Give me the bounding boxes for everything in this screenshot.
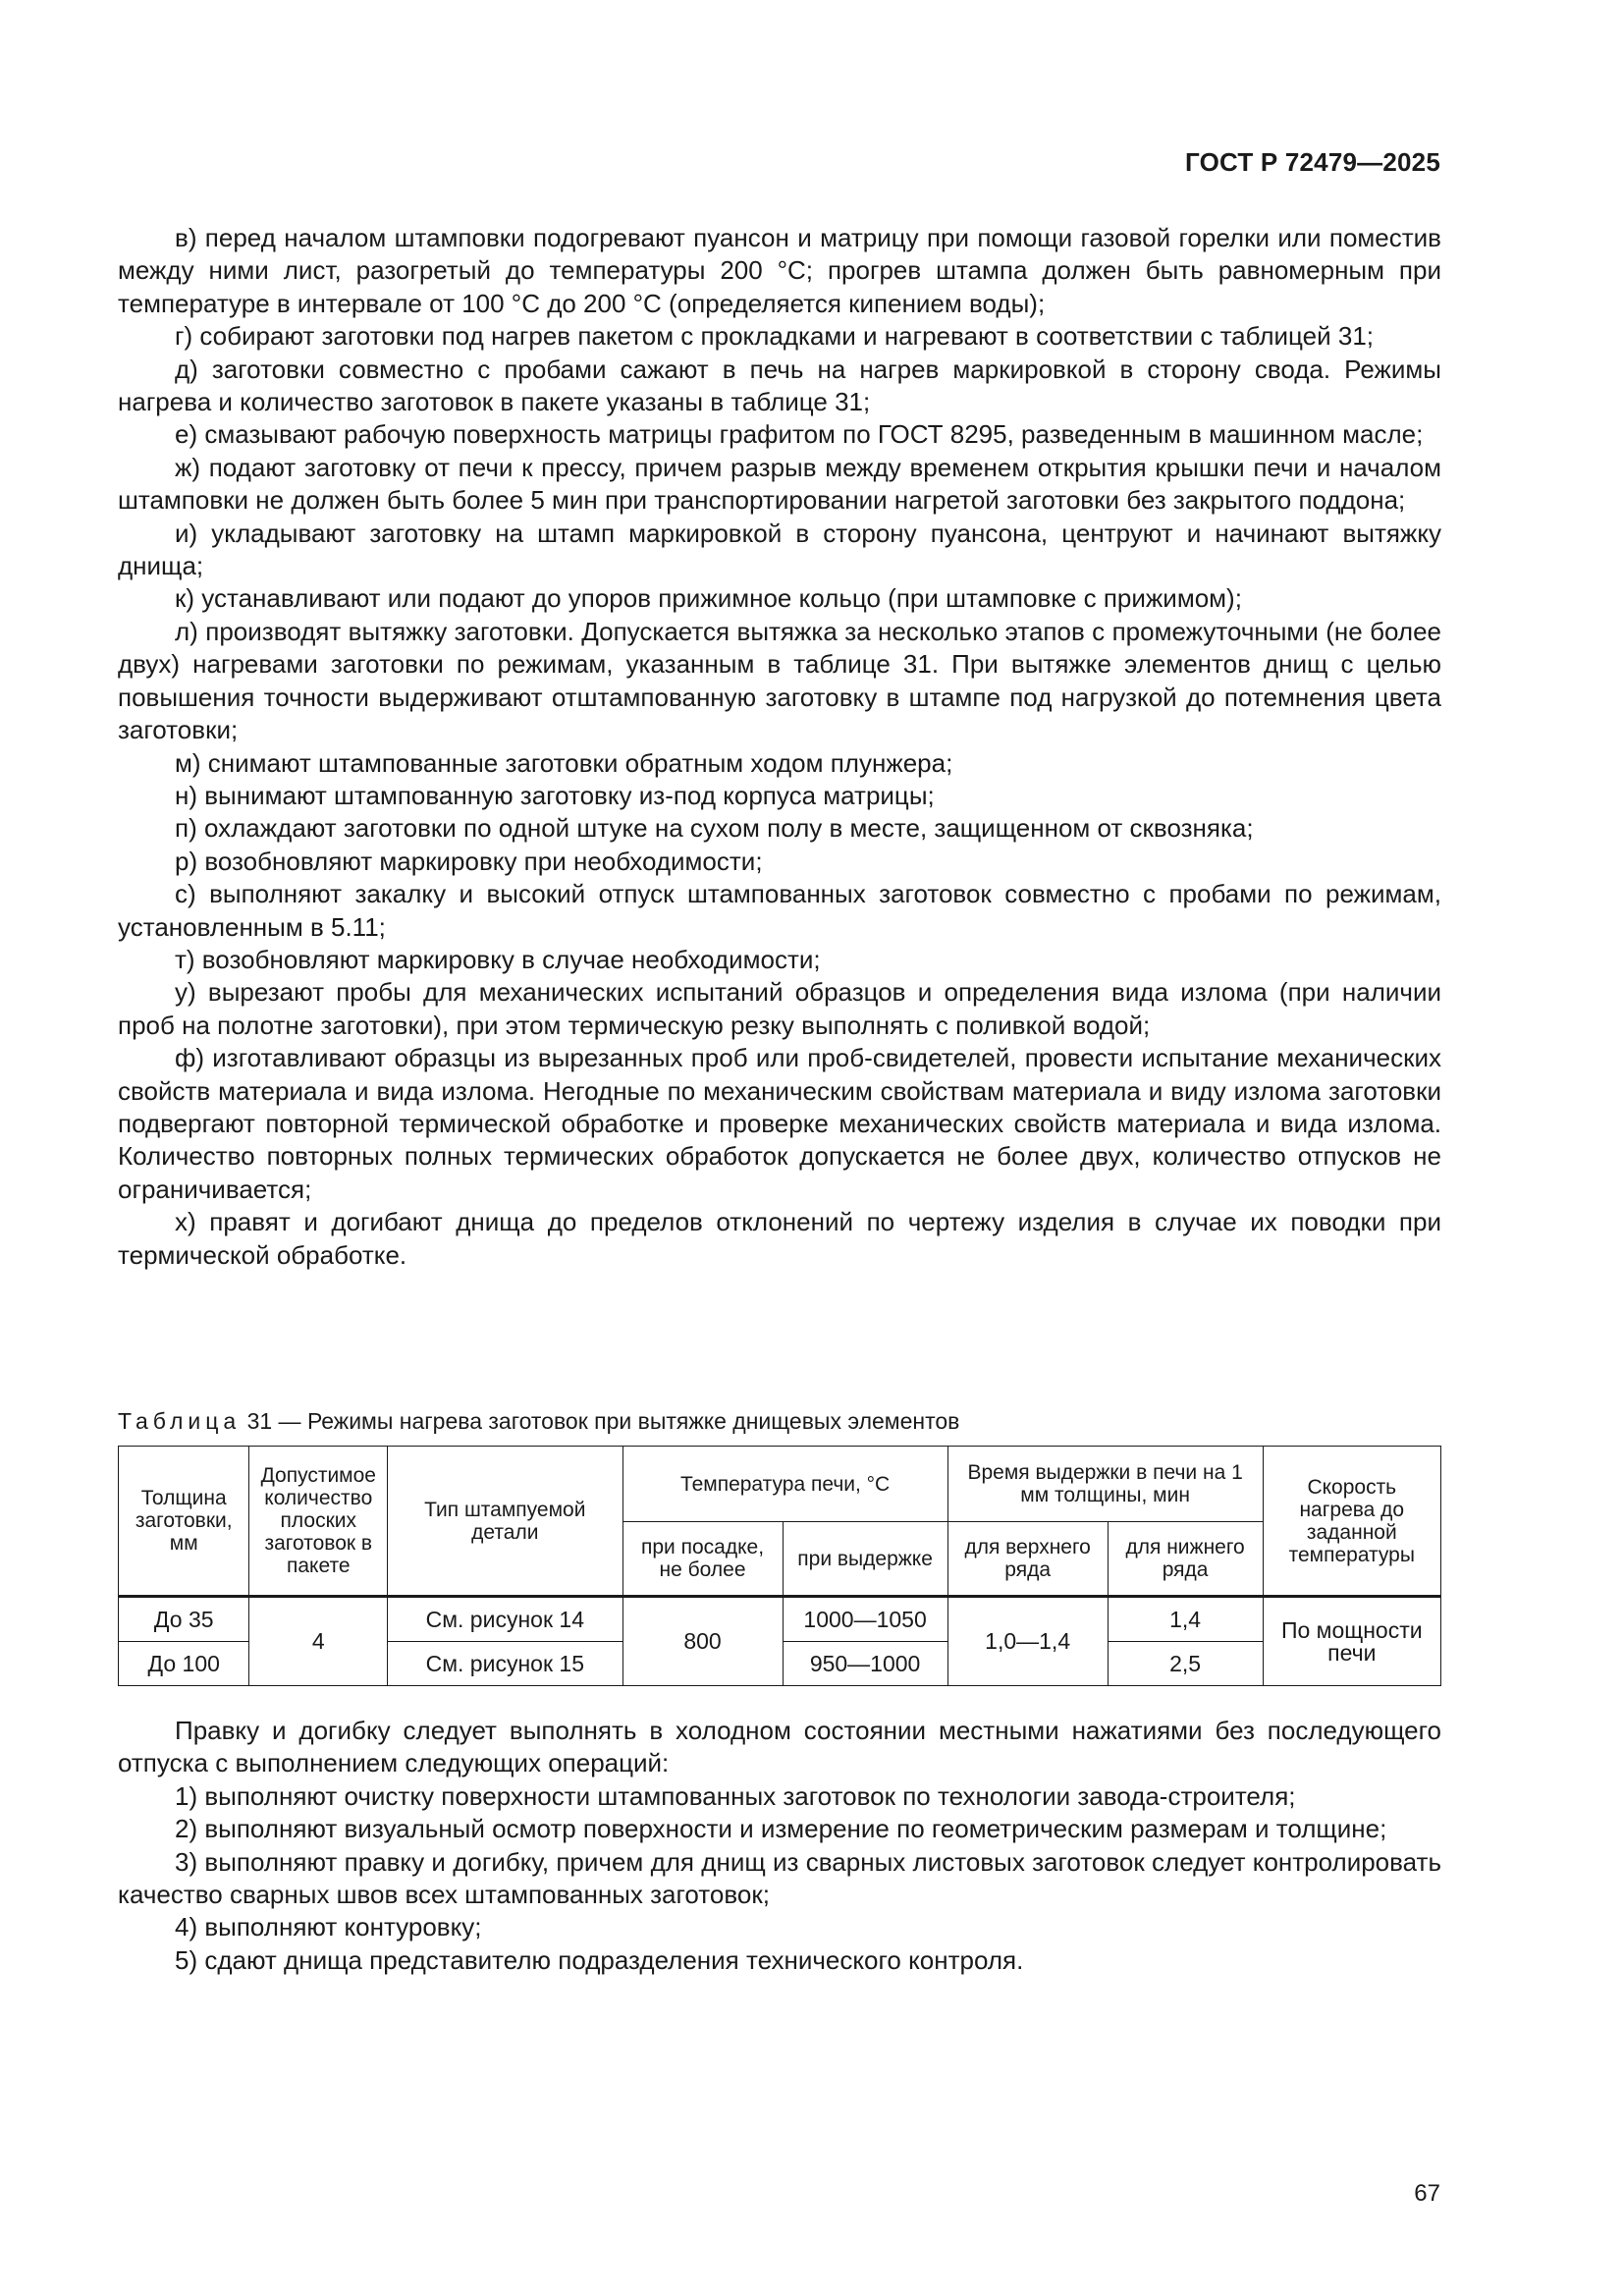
- cell-part-type: См. рисунок 14: [388, 1597, 622, 1642]
- list-item: 3) выполняют правку и догибку, причем для днищ из сварных листовых заготовок следует контролировать качество сварных швов всех штампованных заготовок;: [118, 1846, 1441, 1910]
- list-item: ж) подают заготовку от печи к прессу, причем разрыв между временем открытия крышки печи и началом штамповки не должен быть более 5 мин при транспортировании нагретой заготовки без закрытого поддона;: [118, 452, 1441, 516]
- table-caption: [118, 1406, 959, 1436]
- list-item: х) правят и догибают днища до пределов отклонений по чертежу изделия в случае их поводки при термической обработке.: [118, 1207, 1441, 1270]
- cell-upper-row: 1,0—1,4: [947, 1597, 1108, 1686]
- cell-holding-temp: 1000—1050: [783, 1597, 947, 1642]
- header-furnace-temp: Температура печи, °С: [622, 1447, 947, 1522]
- procedure-list: [118, 222, 1441, 1272]
- cell-count: 4: [249, 1597, 388, 1686]
- cell-loading-temp: 800: [622, 1597, 783, 1686]
- header-upper-row: для верхнего ряда: [947, 1522, 1108, 1597]
- list-item: у) вырезают пробы для механических испытаний образцов и определения вида излома (при наличии проб на полотне заготовки), при этом термическую резку выполнять с поливкой водой;: [118, 977, 1441, 1040]
- list-item: 5) сдают днища представителю подразделения технического контроля.: [175, 1944, 1024, 1975]
- list-item: д) заготовки совместно с пробами сажают в печь на нагрев маркировкой в сторону свода. Режимы нагрева и количество заготовок в пакете указаны в таблице 31;: [118, 354, 1441, 417]
- table-row: [119, 1597, 1441, 1642]
- list-item: 1) выполняют очистку поверхности штампованных заготовок по технологии завода-строителя;: [175, 1780, 1296, 1811]
- cell-holding-temp: 950—1000: [783, 1642, 947, 1686]
- list-item: е) смазывают рабочую поверхность матрицы графитом по ГОСТ 8295, разведенным в машинном масле;: [175, 419, 1424, 450]
- header-heating-rate: Скорость нагрева до заданной температуры: [1263, 1447, 1440, 1597]
- heating-modes-table: [118, 1446, 1441, 1686]
- header-lower-row: для нижнего ряда: [1108, 1522, 1263, 1597]
- list-item: 2) выполняют визуальный осмотр поверхности и измерение по геометрическим размерам и толщине;: [175, 1814, 1387, 1844]
- table-caption-word: Таблица: [118, 1408, 242, 1434]
- list-item: к) устанавливают или подают до упоров прижимное кольцо (при штамповке с прижимом);: [175, 583, 1242, 614]
- list-item: и) укладывают заготовку на штамп маркировкой в сторону пуансона, центруют и начинают вытяжку днища;: [118, 518, 1441, 581]
- list-item: п) охлаждают заготовки по одной штуке на сухом полу в месте, защищенном от сквозняка;: [175, 813, 1254, 844]
- list-item: н) вынимают штампованную заготовку из-под корпуса матрицы;: [175, 780, 935, 810]
- list-item: м) снимают штампованные заготовки обратным ходом плунжера;: [175, 747, 953, 778]
- list-item: в) перед началом штамповки подогревают пуансон и матрицу при помощи газовой горелки или поместив между ними лист, разогретый до температуры 200 °С; прогрев штампа должен быть равномерным при температуре в интервале от 100 °С до 200 °С (определяется кипением воды);: [118, 223, 1441, 318]
- straightening-section: [118, 1715, 1441, 1977]
- cell-lower-row: 2,5: [1108, 1642, 1263, 1686]
- cell-lower-row: 1,4: [1108, 1597, 1263, 1642]
- cell-heating-rate: По мощности печи: [1263, 1597, 1440, 1686]
- list-item: с) выполняют закалку и высокий отпуск штампованных заготовок совместно с пробами по режимам, установленным в 5.11;: [118, 879, 1441, 942]
- header-part-type: Тип штампуемой детали: [388, 1447, 622, 1597]
- list-item: ф) изготавливают образцы из вырезанных проб или проб-свидетелей, провести испытание механических свойств материала и вида излома. Негодные по механическим свойствам материала и виду излома заготовки подвергают повторной термической обработке и проверке механических свойств материала и вида излома. Количество повторных полных термических обработок допускается не более двух, количество отпусков не ограничивается;: [118, 1043, 1441, 1204]
- list-item: г) собирают заготовки под нагрев пакетом с прокладками и нагревают в соответствии с таблицей 31;: [175, 321, 1375, 352]
- list-item: т) возобновляют маркировку в случае необходимости;: [175, 944, 821, 974]
- list-item: р) возобновляют маркировку при необходимости;: [175, 846, 763, 876]
- header-thickness: Толщина заготовки, мм: [119, 1447, 249, 1597]
- header-on-holding: при выдержке: [783, 1522, 947, 1597]
- header-on-loading: при посадке, не более: [622, 1522, 783, 1597]
- cell-thickness: До 100: [119, 1642, 249, 1686]
- cell-part-type: См. рисунок 15: [388, 1642, 622, 1686]
- header-count: Допустимое количество плоских заготовок в пакете: [249, 1447, 388, 1597]
- header-hold-time: Время выдержки в печи на 1 мм толщины, мин: [947, 1447, 1263, 1522]
- paragraph: Правку и догибку следует выполнять в холодном состоянии местными нажатиями без последующего отпуска с выполнением следующих операций:: [118, 1716, 1441, 1778]
- table-caption-title: 31 — Режимы нагрева заготовок при вытяжке днищевых элементов: [241, 1408, 960, 1434]
- list-item: л) производят вытяжку заготовки. Допускается вытяжка за несколько этапов с промежуточными (не более двух) нагревами заготовки по режимам, указанным в таблице 31. При вытяжке элементов днищ с целью повышения точности выдерживают отштампованную заготовку в штампе под нагрузкой до потемнения цвета заготовки;: [118, 616, 1441, 745]
- page-number: 67: [1414, 2180, 1440, 2207]
- document-header: ГОСТ Р 72479—2025: [1185, 147, 1440, 177]
- cell-thickness: До 35: [119, 1597, 249, 1642]
- list-item: 4) выполняют контуровку;: [175, 1912, 482, 1942]
